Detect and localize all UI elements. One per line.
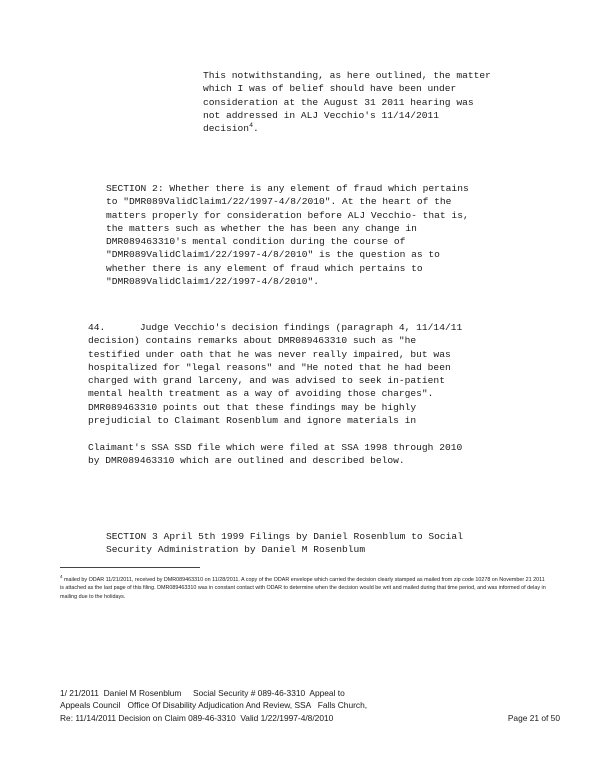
section-2-line: DMR089463310's mental condition during the course of <box>106 236 406 248</box>
page-footer <box>60 687 560 724</box>
section-2-line: whether there is any element of fraud which pertains to <box>106 262 423 274</box>
intro-last-line-end: . <box>252 123 259 135</box>
section-2-line: SECTION 2: Whether there is any element of fraud which pertains <box>106 183 469 194</box>
intro-line: not addressed in ALJ Vecchio's 11/14/2011 <box>203 109 440 121</box>
paragraph-44-line: 44. Judge Vecchio's decision findings (paragraph 4, 11/14/11 <box>88 322 463 333</box>
intro-line <box>203 122 491 135</box>
intro-line: which I was of belief should have been under <box>203 83 457 95</box>
footnote-divider <box>60 567 200 568</box>
paragraph-44-line: testified under oath that he was never really impaired, but was <box>88 348 451 360</box>
intro-paragraph <box>203 69 491 135</box>
paragraph-44-line <box>88 427 462 440</box>
paragraph-44-line: prejudicial to Claimant Rosenblum and ignore materials in <box>88 415 417 427</box>
footer-line-1: 1/ 21/2011 Daniel M Rosenblum Social Security # 089-46-3310 Appeal to <box>60 688 345 698</box>
footer-line-2: Appeals Council Office Of Disability Adjudication And Review, SSA Falls Church, <box>60 700 368 711</box>
paragraph-44-line: DMR089463310 points out that these findings may be highly <box>88 401 417 413</box>
paragraph-44-line: decision) contains remarks about DMR089463310 such as "he <box>88 335 417 347</box>
section-3-heading <box>106 530 463 557</box>
intro-last-line: decision <box>203 123 250 135</box>
footnote-reference[interactable]: 4 <box>249 122 253 129</box>
section-2-line: matters properly for consideration before ALJ Vecchio- that is, <box>106 209 469 221</box>
paragraph-44 <box>88 321 462 467</box>
paragraph-44-line: by DMR089463310 which are outlined and described below. <box>88 454 405 466</box>
paragraph-44-line: charged with grand larceny, and was advised to seek in-patient <box>88 375 445 387</box>
section-2 <box>106 182 469 288</box>
footnote-mark: 4 <box>60 574 63 579</box>
page-number: Page 21 of 50 <box>507 712 560 723</box>
section-2-line: "DMR089ValidClaim1/22/1997-4/8/2010". <box>106 276 320 288</box>
paragraph-44-line: mental health treatment as a way of avoiding those charges". <box>88 388 434 400</box>
section-2-line: to "DMR089ValidClaim1/22/1997-4/8/2010". At the heart of the <box>106 196 452 208</box>
section-2-line: the matters such as whether the has been any change in <box>106 222 417 234</box>
paragraph-44-line: Claimant's SSA SSD file which were filed at SSA 1998 through 2010 <box>88 441 463 453</box>
section-3-line: SECTION 3 April 5th 1999 Filings by Daniel Rosenblum to Social <box>106 531 463 542</box>
footer-line-3: Re: 11/14/2011 Decision on Claim 089-46-3310 Valid 1/22/1997-4/8/2010 <box>60 712 334 723</box>
footnote-text: mailed by ODAR 11/21/2011, received by DMR089463310 on 11/28/2011. A copy of the ODAR envelope which carried the decision clearly stamped as mailed from zip code 10278 on November 21 2011 is attached as the last page of this filing. DMR089463310 was in constant contact with ODAR to determine when the decision would be writ and mailed during that time period, and was informed of delay in mailing due to the holidays. <box>60 576 546 600</box>
intro-line: This notwithstanding, as here outlined, the matter <box>203 70 491 81</box>
section-2-line: "DMR089ValidClaim1/22/1997-4/8/2010" is the question as to <box>106 249 440 261</box>
paragraph-44-line: hospitalized for "legal reasons" and "He noted that he had been <box>88 361 451 373</box>
footnote <box>60 573 550 602</box>
intro-line: consideration at the August 31 2011 hearing was <box>203 96 474 108</box>
section-3-line: Security Administration by Daniel M Rosenblum <box>106 544 366 556</box>
